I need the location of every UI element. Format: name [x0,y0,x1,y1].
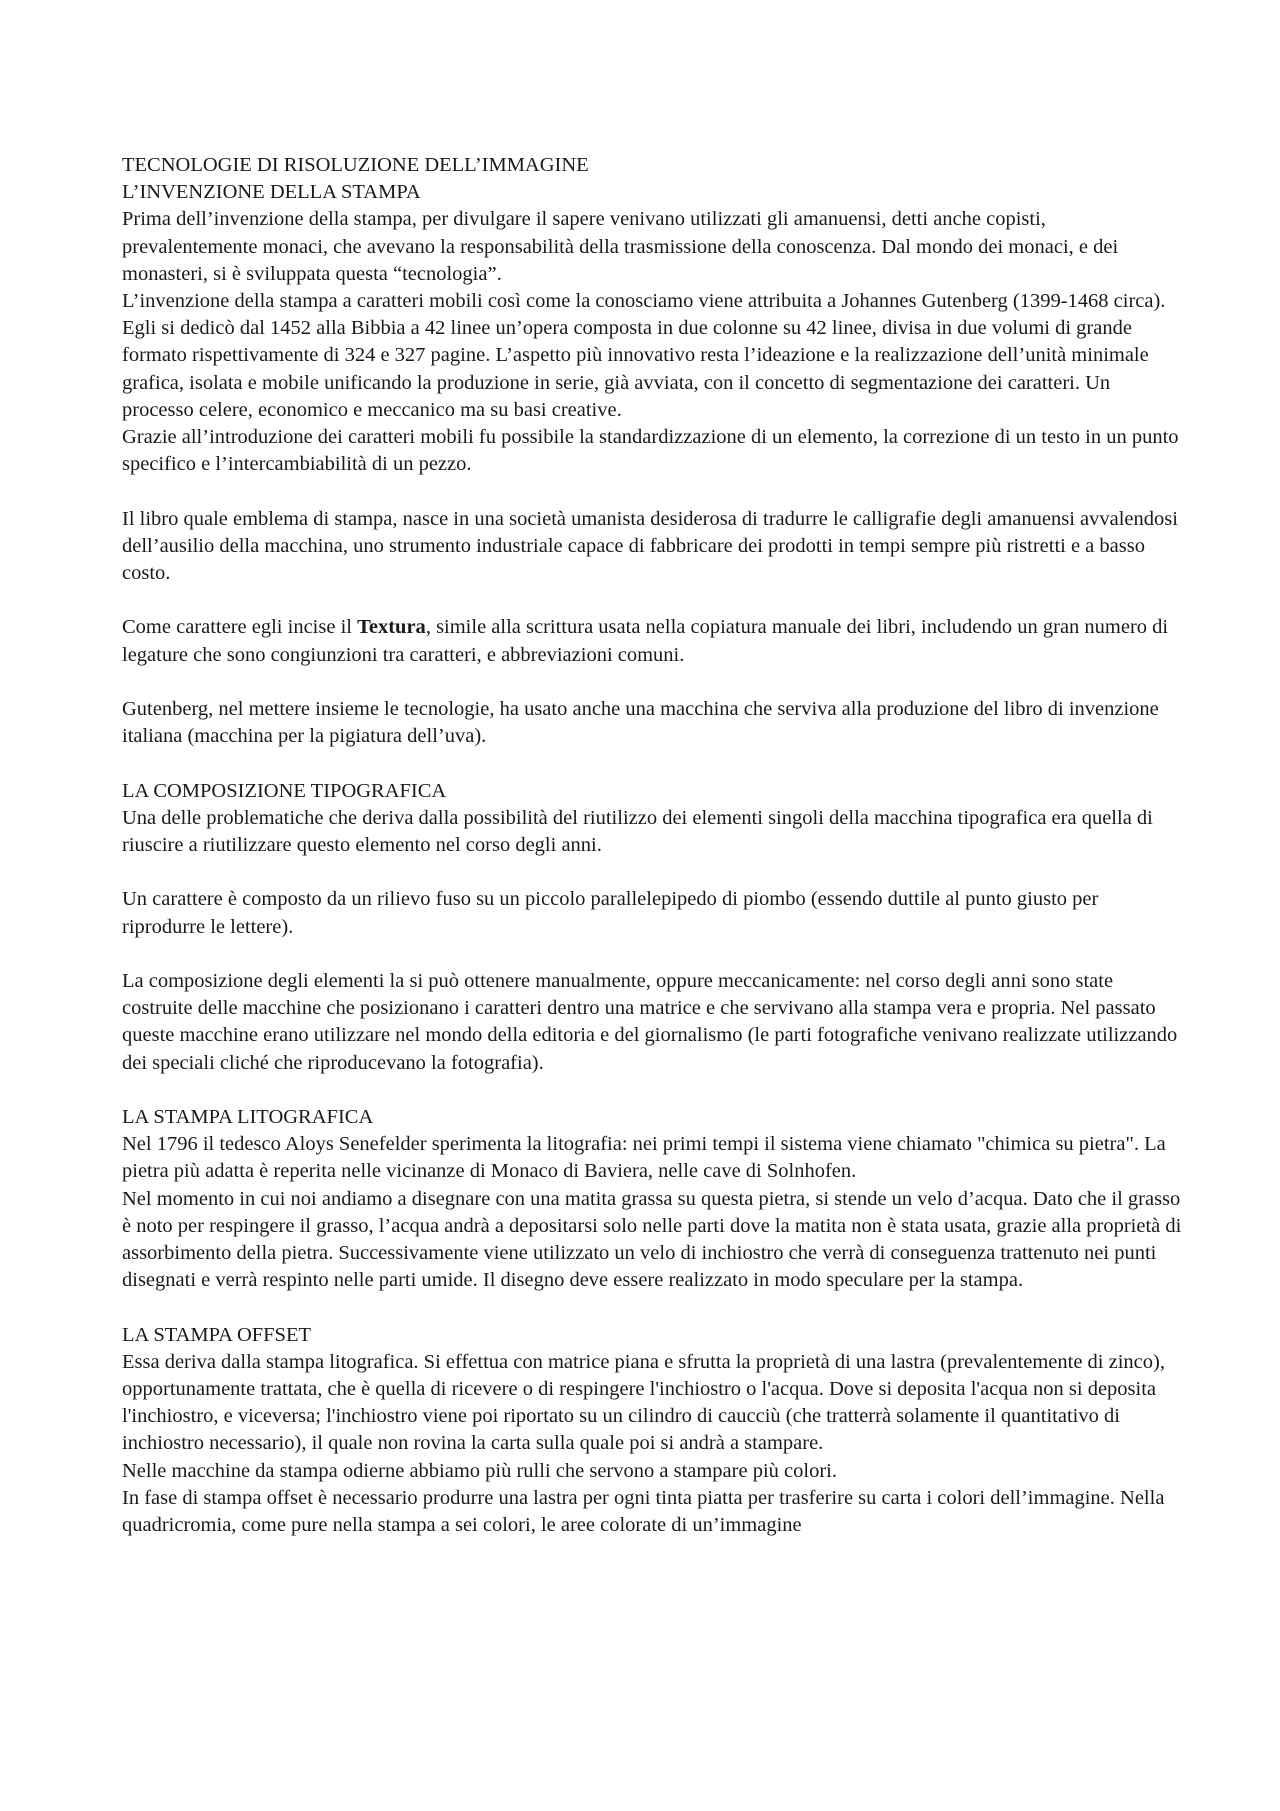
paragraph: Essa deriva dalla stampa litografica. Si effettua con matrice piana e sfrutta la proprietà di una lastra (prevalentemente di zinco), opportunamente trattata, che è quella di ricevere o di respingere l'inchiostro o l'acqua. Dove si deposita l'acqua non si deposita l'inchiostro, e viceversa; l'inchiostro viene poi riportato su un cilindro di caucciù (che tratterrà solamente il quantitativo di inchiostro necessario), il quale non rovina la carta sulla quale poi si andrà a stampare. [122,1350,1165,1455]
paragraph: Nel 1796 il tedesco Aloys Senefelder sperimenta la litografia: nei primi tempi il sistema viene chiamato "chimica su pietra". La pietra più adatta è reperita nelle vicinanze di Monaco di Baviera, nelle cave di Solnhofen. [122,1133,1166,1183]
document-page [122,152,1182,1539]
section-heading: LA STAMPA LITOGRAFICA [122,1106,374,1128]
paragraph: La composizione degli elementi la si può ottenere manualmente, oppure meccanicamente: nel corso degli anni sono state costruite delle macchine che posizionano i caratteri dentro una matrice e che servivano alla stampa vera e propria. Nel passato queste macchine erano utilizzare nel mondo della editoria e del giornalismo (le parti fotografiche venivano realizzate utilizzando dei speciali cliché che riproducevano la fotografia). [122,970,1178,1074]
section-heading: L’INVENZIONE DELLA STAMPA [122,181,421,204]
paragraph: Nel momento in cui noi andiamo a disegnare con una matita grassa su questa pietra, si stende un velo d’acqua. Dato che il grasso è noto per respingere il grasso, l’acqua andrà a depositarsi solo nelle parti dove la matita non è stata usata, grazie alla proprietà di assorbimento della pietra. Successivamente viene utilizzato un velo di inchiostro che verrà di conseguenza trattenuto nei punti disegnati e verrà respinto nelle parti umide. Il disegno deve essere realizzato in modo speculare per la stampa. [122,1187,1182,1292]
bold-term-textura: Textura [357,616,426,639]
paragraph: Il libro quale emblema di stampa, nasce in una società umanista desiderosa di tradurre le calligrafie degli amanuensi avvalendosi dell’ausilio della macchina, uno strumento industriale capace di fabbricare dei prodotti in tempi sempre più ristretti e a basso costo. [122,507,1178,585]
paragraph: Un carattere è composto da un rilievo fuso su un piccolo parallelepipedo di piombo (essendo duttile al punto giusto per riprodurre le lettere). [122,888,1099,938]
paragraph: In fase di stampa offset è necessario produrre una lastra per ogni tinta piatta per trasferire su carta i colori dell’immagine. Nella quadricromia, come pure nella stampa a sei colori, le aree colorate di un’immagine [122,1486,1165,1537]
paragraph-spacer [122,859,1182,886]
paragraph: Una delle problematiche che deriva dalla possibilità del riutilizzo dei elementi singoli della macchina tipografica era quella di riuscire a riutilizzare questo elemento nel corso degli anni. [122,806,1153,857]
section-heading: LA COMPOSIZIONE TIPOGRAFICA [122,779,447,802]
paragraph: Grazie all’introduzione dei caratteri mobili fu possibile la standardizzazione di un elemento, la correzione di un testo in un punto specifico e l’intercambiabilità di un pezzo. [122,426,1179,476]
paragraph-spacer [122,1294,1182,1321]
paragraph-spacer [122,941,1182,968]
paragraph-textura [122,614,1182,668]
paragraph-spacer [122,1077,1182,1104]
paragraph-spacer [122,750,1182,777]
paragraph: Prima dell’invenzione della stampa, per divulgare il sapere venivano utilizzati gli amanuensi, detti anche copisti, prevalentemente monaci, che avevano la responsabilità della trasmissione della conoscenza. Dal mondo dei monaci, e dei monasteri, si è sviluppata questa “tecnologia”. [122,208,1119,285]
text-span: , simile alla scrittura usata nella copiatura manuale dei libri, includendo un gran numero di legature che sono congiunzioni tra caratteri, e abbreviazioni comuni. [122,616,1169,666]
document-title: TECNOLOGIE DI RISOLUZIONE DELL’IMMAGINE [122,154,589,176]
text-span: Come carattere egli incise il [122,616,358,639]
paragraph: Nelle macchine da stampa odierne abbiamo più rulli che servono a stampare più colori. [122,1459,837,1482]
paragraph: L’invenzione della stampa a caratteri mobili così come la conosciamo viene attribuita a Johannes Gutenberg (1399-1468 circa). Egli si dedicò dal 1452 alla Bibbia a 42 linee un’opera composta in due colonne su 42 linee, divisa in due volumi di grande formato rispettivamente di 324 e 327 pagine. L’aspetto più innovativo resta l’ideazione e la realizzazione dell’unità minimale grafica, isolata e mobile unificando la produzione in serie, già avviata, con il concetto di segmentazione dei caratteri. Un processo celere, economico e meccanico ma su basi creative. [122,290,1166,421]
paragraph-spacer [122,478,1182,505]
paragraph-spacer [122,587,1182,614]
paragraph: Gutenberg, nel mettere insieme le tecnologie, ha usato anche una macchina che serviva alla produzione del libro di invenzione italiana (macchina per la pigiatura dell’uva). [122,698,1159,748]
section-heading: LA STAMPA OFFSET [122,1323,312,1346]
paragraph-spacer [122,669,1182,696]
